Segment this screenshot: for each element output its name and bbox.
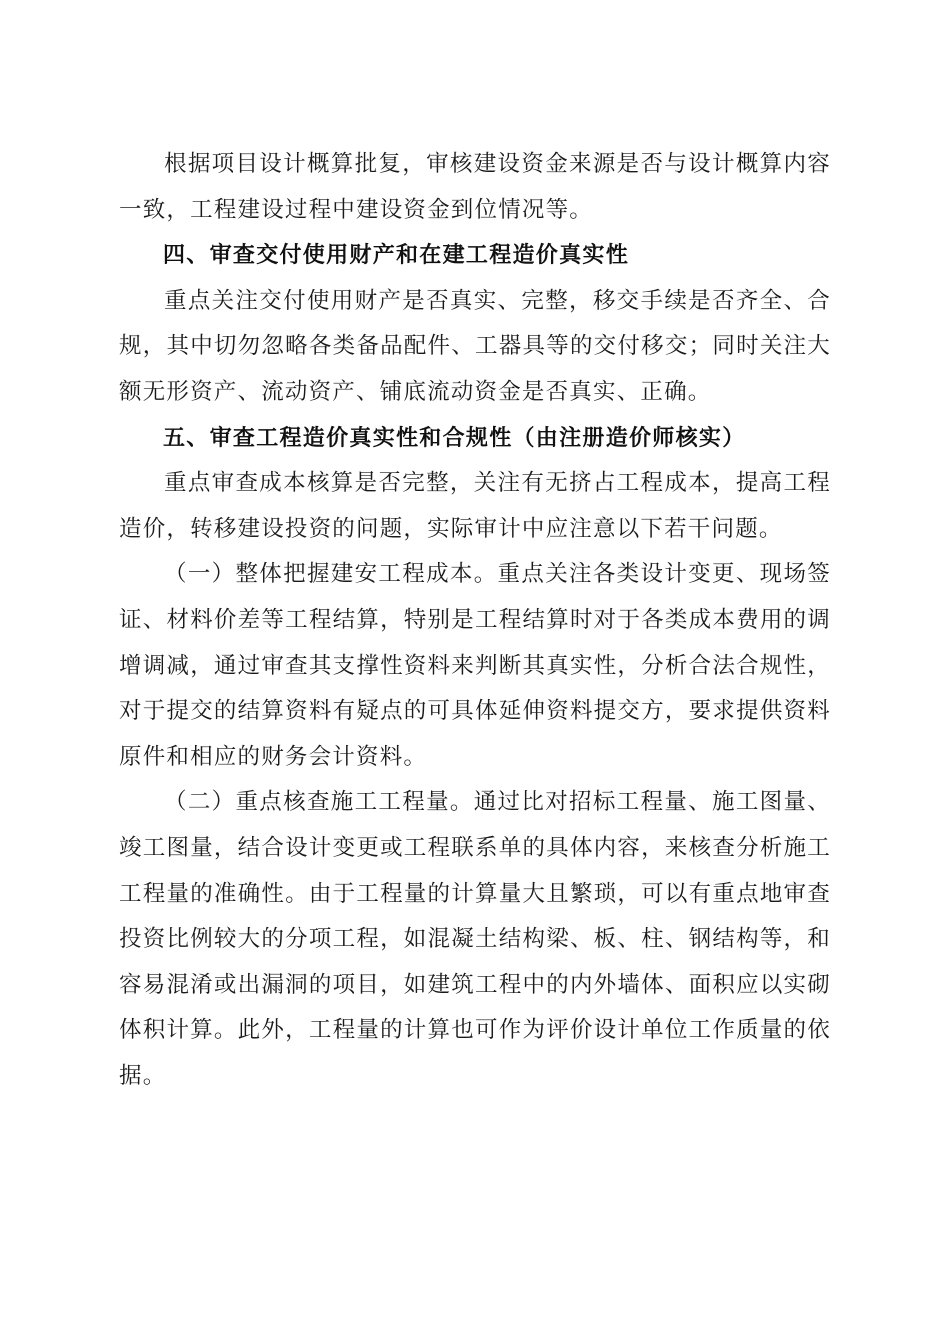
paragraph-cost-accounting: 重点审查成本核算是否完整，关注有无挤占工程成本，提高工程造价，转移建设投资的问题，实际审计中应注意以下若干问题。 xyxy=(119,470,831,542)
paragraph-delivered-assets: 重点关注交付使用财产是否真实、完整，移交手续是否齐全、合规，其中切勿忽略各类备品配件、工器具等的交付移交；同时关注大额无形资产、流动资产、铺底流动资金是否真实、正确。 xyxy=(119,287,831,405)
document-body xyxy=(119,142,831,1099)
paragraph-work-quantity: （二）重点核查施工工程量。通过比对招标工程量、施工图量、竣工图量，结合设计变更或工程联系单的具体内容，来核查分析施工工程量的准确性。由于工程量的计算量大且繁琐，可以有重点地审查投资比例较大的分项工程，如混凝土结构梁、板、柱、钢结构等，和容易混淆或出漏洞的项目，如建筑工程中的内外墙体、面积应以实砌体积计算。此外，工程量的计算也可作为评价设计单位工作质量的依据。 xyxy=(119,789,831,1089)
section-heading-4: 四、审查交付使用财产和在建工程造价真实性 xyxy=(163,243,630,269)
section-heading-5: 五、审查工程造价真实性和合规性（由注册造价师核实） xyxy=(163,425,746,451)
paragraph-construction-cost: （一）整体把握建安工程成本。重点关注各类设计变更、现场签证、材料价差等工程结算，特别是工程结算时对于各类成本费用的调增调减，通过审查其支撑性资料来判断其真实性，分析合法合规性，对于提交的结算资料有疑点的可具体延伸资料提交方，要求提供资料原件和相应的财务会计资料。 xyxy=(119,561,831,770)
paragraph-funding-source: 根据项目设计概算批复，审核建设资金来源是否与设计概算内容一致，工程建设过程中建设资金到位情况等。 xyxy=(119,151,831,223)
